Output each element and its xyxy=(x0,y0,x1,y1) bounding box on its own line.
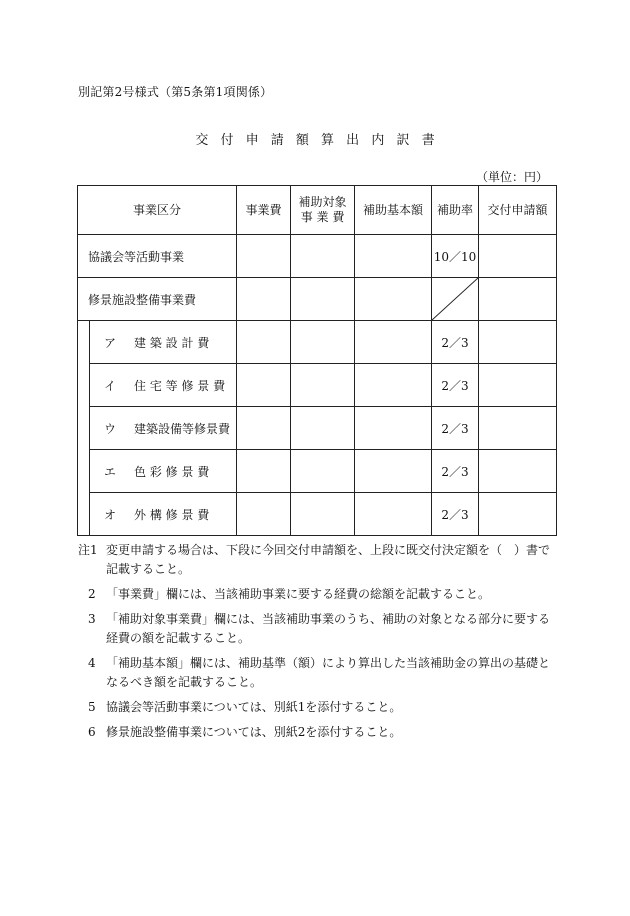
header-category: 事業区分 xyxy=(78,186,237,235)
diagonal-slash xyxy=(432,278,478,320)
indent-cell xyxy=(78,407,90,450)
table-row xyxy=(78,450,557,493)
header-rate: 補助率 xyxy=(432,186,479,235)
document-title: 交 付 申 請 額 算 出 内 訳 書 xyxy=(195,133,435,148)
cell-rate-diagonal xyxy=(432,278,479,321)
header-eligible-line1: 補助対象 xyxy=(298,195,347,209)
table-row xyxy=(78,364,557,407)
cell-request[interactable] xyxy=(479,321,557,364)
cell-request[interactable] xyxy=(479,364,557,407)
row-label-sub xyxy=(90,493,237,536)
notes-section xyxy=(78,541,558,748)
cell-eligible[interactable] xyxy=(291,321,355,364)
cell-request[interactable] xyxy=(479,450,557,493)
cell-cost[interactable] xyxy=(237,278,291,321)
row-label-shukei: 修景施設整備事業費 xyxy=(78,278,237,321)
header-base-amount: 補助基本額 xyxy=(355,186,432,235)
note-text: 変更申請する場合は、下段に今回交付申請額を、上段に既交付決定額を（ ）書で記載すること。 xyxy=(106,543,551,576)
cell-cost[interactable] xyxy=(237,493,291,536)
cell-base[interactable] xyxy=(355,278,432,321)
sub-mark: ア xyxy=(104,335,117,350)
sub-label: 外 構 修 景 費 xyxy=(134,507,210,522)
note-number: 2 xyxy=(88,587,96,601)
header-cost: 事業費 xyxy=(237,186,291,235)
row-label-sub xyxy=(90,450,237,493)
cell-base[interactable] xyxy=(355,235,432,278)
note-number: 5 xyxy=(88,700,96,714)
note-text: 「事業費」欄には、当該補助事業に要する経費の総額を記載すること。 xyxy=(106,587,491,601)
cell-base[interactable] xyxy=(355,321,432,364)
cell-request[interactable] xyxy=(479,407,557,450)
cell-eligible[interactable] xyxy=(291,364,355,407)
cell-cost[interactable] xyxy=(237,407,291,450)
table-row xyxy=(78,321,557,364)
sub-mark: イ xyxy=(104,378,117,393)
note-text: 「補助対象事業費」欄には、当該補助事業のうち、補助の対象となる部分に要する経費の額を記載すること。 xyxy=(106,612,551,645)
indent-cell xyxy=(78,493,90,536)
cell-eligible[interactable] xyxy=(291,278,355,321)
sub-label: 色 彩 修 景 費 xyxy=(134,464,210,479)
row-label-kyogikai: 協議会等活動事業 xyxy=(78,235,237,278)
cell-base[interactable] xyxy=(355,407,432,450)
note-text: 協議会等活動事業については、別紙1を添付すること。 xyxy=(106,700,402,714)
header-request-amount: 交付申請額 xyxy=(479,186,557,235)
breakdown-table xyxy=(77,185,557,536)
note-item xyxy=(78,610,558,648)
note-text: 修景施設整備事業については、別紙2を添付すること。 xyxy=(106,725,402,739)
row-label-sub xyxy=(90,321,237,364)
cell-rate: 2／3 xyxy=(432,493,479,536)
table-row xyxy=(78,407,557,450)
cell-rate: 10／10 xyxy=(432,235,479,278)
note-number: 3 xyxy=(88,612,96,626)
sub-mark: オ xyxy=(104,507,117,522)
note-item xyxy=(78,723,558,742)
cell-base[interactable] xyxy=(355,364,432,407)
cell-rate: 2／3 xyxy=(432,407,479,450)
table-row xyxy=(78,278,557,321)
cell-base[interactable] xyxy=(355,493,432,536)
table-header-row xyxy=(78,186,557,235)
cell-rate: 2／3 xyxy=(432,321,479,364)
sub-label: 建 築 設 計 費 xyxy=(134,335,210,350)
indent-cell xyxy=(78,321,90,364)
form-reference: 別記第2号様式（第5条第1項関係） xyxy=(78,85,273,99)
cell-cost[interactable] xyxy=(237,235,291,278)
table-row xyxy=(78,235,557,278)
cell-eligible[interactable] xyxy=(291,407,355,450)
header-eligible-line2: 事 業 費 xyxy=(300,210,345,224)
sub-label: 住 宅 等 修 景 費 xyxy=(134,378,226,393)
indent-cell xyxy=(78,450,90,493)
indent-cell xyxy=(78,364,90,407)
sub-mark: ウ xyxy=(104,421,117,436)
row-label-sub xyxy=(90,364,237,407)
row-label-sub xyxy=(90,407,237,450)
cell-cost[interactable] xyxy=(237,321,291,364)
note-number: 4 xyxy=(88,656,96,670)
unit-label: （単位：円） xyxy=(475,170,548,184)
cell-rate: 2／3 xyxy=(432,364,479,407)
note-number: 注1 xyxy=(78,543,98,557)
cell-eligible[interactable] xyxy=(291,235,355,278)
header-eligible-cost xyxy=(291,186,355,235)
cell-request[interactable] xyxy=(479,235,557,278)
cell-rate: 2／3 xyxy=(432,450,479,493)
note-number: 6 xyxy=(88,725,96,739)
note-item xyxy=(78,654,558,692)
sub-label: 建築設備等修景費 xyxy=(134,421,231,436)
cell-cost[interactable] xyxy=(237,364,291,407)
sub-mark: エ xyxy=(104,464,117,479)
cell-cost[interactable] xyxy=(237,450,291,493)
table-row xyxy=(78,493,557,536)
note-item xyxy=(78,698,558,717)
cell-base[interactable] xyxy=(355,450,432,493)
cell-eligible[interactable] xyxy=(291,450,355,493)
cell-request[interactable] xyxy=(479,493,557,536)
cell-request[interactable] xyxy=(479,278,557,321)
note-item xyxy=(78,585,558,604)
note-item xyxy=(78,541,558,579)
cell-eligible[interactable] xyxy=(291,493,355,536)
note-text: 「補助基本額」欄には、補助基準（額）により算出した当該補助金の算出の基礎となるべき額を記載すること。 xyxy=(106,656,551,689)
